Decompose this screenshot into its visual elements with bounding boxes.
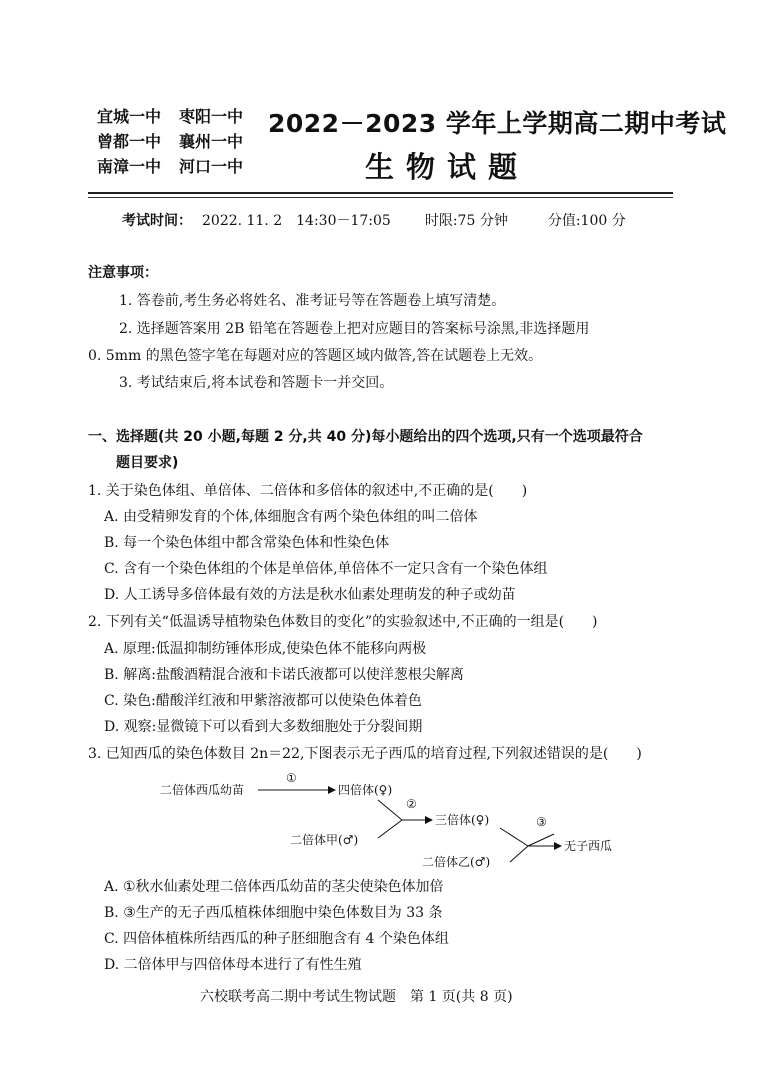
question-stem: 1. 关于染色体组、单倍体、二倍体和多倍体的叙述中,不正确的是( ) [88,483,528,499]
header-rule [88,197,673,198]
diagram-tetraploid: 四倍体(♀) [338,783,393,797]
page-footer: 六校联考高二期中考试生物试题 第 1 页(共 8 页) [200,989,513,1005]
question-option: D. 观察:显微镜下可以看到大多数细胞处于分裂间期 [104,719,423,735]
question-stem: 3. 已知西瓜的染色体数目 2n＝22,下图表示无子西瓜的培育过程,下列叙述错误的是( ) [88,746,642,762]
notes-heading: 注意事项： [88,265,158,281]
diagram-step2: ② [406,797,417,811]
diagram-seedling: 二倍体西瓜幼苗 [160,783,245,797]
exam-title: 2022－2023 学年上学期高二期中考试 [268,109,727,138]
question-option: B. ③生产的无子西瓜植株体细胞中染色体数目为 33 条 [104,905,443,921]
diagram-triploid: 三倍体(♀) [435,813,490,827]
subject-title: 生物试题 [365,150,530,184]
note-item: 3. 考试结束后,将本试卷和答题卡一并交回。 [119,375,394,391]
diagram-diploid-a: 二倍体甲(♂) [290,833,359,847]
header-rule [88,192,673,194]
school-name: 曾都一中 [97,132,162,151]
school-name: 枣阳一中 [179,107,244,126]
exam-time-value: 2022. 11. 2 14:30－17:05 [202,213,391,229]
school-row [97,129,243,154]
exam-info [122,210,626,230]
question-option: D. 人工诱导多倍体最有效的方法是秋水仙素处理萌发的种子或幼苗 [104,587,516,603]
diagram-step3: ③ [536,815,547,829]
exam-score: 分值:100 分 [547,213,626,229]
note-item: 0. 5mm 的黑色签字笔在每题对应的答题区域内做答,答在试题卷上无效。 [88,348,543,364]
school-names [97,104,243,179]
school-name: 河口一中 [179,157,244,176]
note-item: 1. 答卷前,考生务必将姓名、准考证号等在答题卷上填写清楚。 [119,293,506,309]
question-option: A. 由受精卵发育的个体,体细胞含有两个染色体组的叫二倍体 [104,509,478,525]
breeding-diagram [150,766,630,872]
school-name: 宜城一中 [97,107,162,126]
section-heading: 题目要求) [116,455,179,471]
exam-time-label: 考试时间： [122,213,192,229]
diagram-step1: ① [286,771,297,785]
exam-duration: 时限:75 分钟 [424,213,508,229]
question-option: B. 解离:盐酸酒精混合液和卡诺氏液都可以使洋葱根尖解离 [104,667,464,683]
question-stem: 2. 下列有关“低温诱导植物染色体数目的变化”的实验叙述中,不正确的一组是( ) [88,614,598,630]
school-name: 襄州一中 [179,132,244,151]
school-row [97,154,243,179]
diagram-result: 无子西瓜 [564,839,613,853]
school-name: 南漳一中 [97,157,162,176]
section-heading: 一、选择题(共 20 小题,每题 2 分,共 40 分)每小题给出的四个选项,只有一个选项最符合 [88,429,643,445]
question-option: A. ①秋水仙素处理二倍体西瓜幼苗的茎尖使染色体加倍 [104,879,444,895]
question-option: C. 染色:醋酸洋红液和甲紫溶液都可以使染色体着色 [104,693,422,709]
question-option: C. 含有一个染色体组的个体是单倍体,单倍体不一定只含有一个染色体组 [104,561,548,577]
note-item: 2. 选择题答案用 2B 铅笔在答题卷上把对应题目的答案标号涂黑,非选择题用 [119,321,590,337]
question-option: D. 二倍体甲与四倍体母本进行了有性生殖 [104,957,362,973]
school-row [97,104,243,129]
question-option: C. 四倍体植株所结西瓜的种子胚细胞含有 4 个染色体组 [104,931,449,947]
question-option: B. 每一个染色体组中都含常染色体和性染色体 [104,535,390,551]
diagram-diploid-b: 二倍体乙(♂) [422,855,491,869]
question-option: A. 原理:低温抑制纺锤体形成,使染色体不能移向两极 [104,641,427,657]
